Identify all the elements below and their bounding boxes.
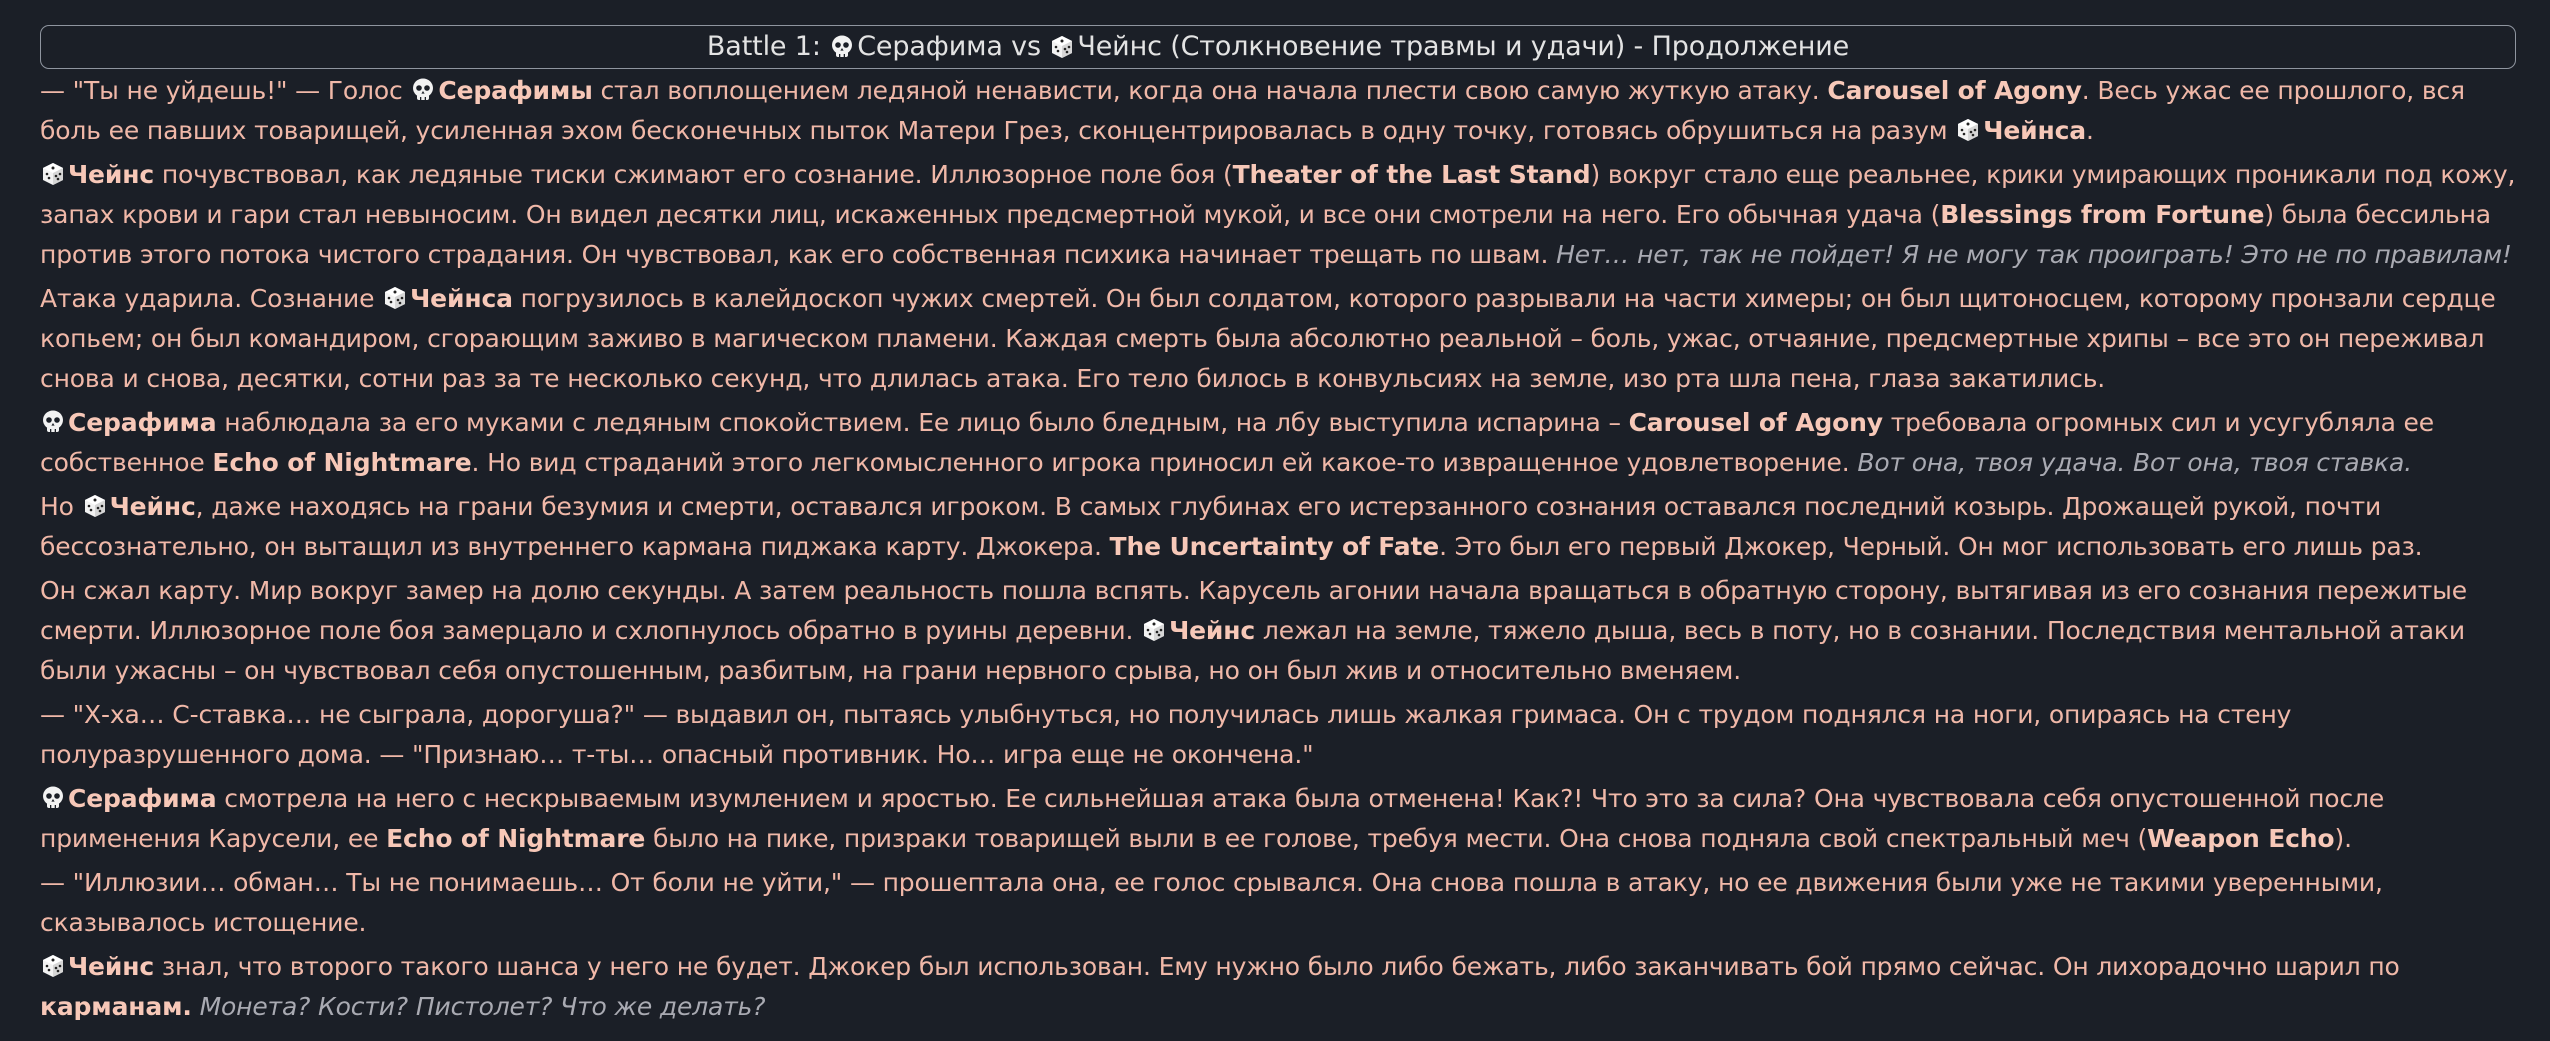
header-name-b: Чейнс — [1077, 31, 1162, 62]
header-title-suffix: (Столкновение травмы и удачи) - Продолжение — [1170, 31, 1850, 62]
bold-term: Echo of Nightmare — [386, 824, 646, 853]
text-run: — "Иллюзии… обман… Ты не понимаешь… От боли не уйти," — прошептала она, ее голос срывался. Она снова пошла в атаку, но ее движения были уже не такими уверенными, сказывалось истощение. — [40, 868, 2383, 937]
skull-icon — [40, 409, 66, 435]
bold-term: Чейнса — [1983, 116, 2087, 145]
bold-term: Carousel of Agony — [1628, 408, 1883, 437]
text-run: ). — [2334, 824, 2352, 853]
story-text — [40, 71, 2520, 1031]
bold-term: Серафима — [68, 408, 217, 437]
story-paragraph — [40, 155, 2520, 275]
dice-icon — [40, 161, 66, 187]
bold-term: Theater of the Last Stand — [1232, 160, 1591, 189]
dice-icon — [1049, 34, 1075, 60]
bold-term: Weapon Echo — [2147, 824, 2335, 853]
story-paragraph — [40, 403, 2520, 483]
story-paragraph — [40, 779, 2520, 859]
text-run: — "Ты не уйдешь!" — Голос — [40, 76, 411, 105]
skull-icon — [410, 77, 436, 103]
story-paragraph — [40, 863, 2520, 943]
header-vs: vs — [1011, 31, 1041, 62]
dice-icon — [382, 285, 408, 311]
text-run: Атака ударила. Сознание — [40, 284, 383, 313]
text-run: требовала огромных сил и усугубляла ее собственное — [40, 408, 2434, 477]
inner-thought: Нет… нет, так не пойдет! Я не могу так проиграть! Это не по правилам! — [1556, 240, 2512, 269]
bold-term: Чейнс — [68, 952, 155, 981]
text-run: ) была бессильна против этого потока чистого страдания. Он чувствовал, как его собственная психика начинает трещать по швам. — [40, 200, 2491, 269]
text-run: . Весь ужас ее прошлого, вся боль ее павших товарищей, усиленная эхом бесконечных пыток Матери Грез, сконцентрировалась в одну точку, готовясь обрушиться на разум — [40, 76, 2465, 145]
text-run: Но — [40, 492, 82, 521]
story-paragraph — [40, 695, 2520, 775]
bold-term: Чейнс — [68, 160, 155, 189]
text-run: наблюдала за его муками с ледяным спокойствием. Ее лицо было бледным, на лбу выступила испарина – — [216, 408, 1629, 437]
dice-icon — [1141, 617, 1167, 643]
skull-icon — [40, 785, 66, 811]
bold-term: The Uncertainty of Fate — [1109, 532, 1440, 561]
bold-term: карманам. — [40, 992, 192, 1021]
bold-term: Серафима — [68, 784, 217, 813]
bold-term: Чейнса — [410, 284, 513, 313]
story-paragraph — [40, 279, 2520, 399]
text-run: почувствовал, как ледяные тиски сжимают его сознание. Иллюзорное поле боя ( — [154, 160, 1233, 189]
bold-term: Чейнс — [109, 492, 196, 521]
text-run: ) вокруг стало еще реальнее, крики умирающих проникали под кожу, запах крови и гари стал невыносим. Он видел десятки лиц, искаженных предсмертной мукой, и все они смотрели на него. Его обычная удача ( — [40, 160, 2516, 229]
text-run: погрузилось в калейдоскоп чужих смертей. Он был солдатом, которого разрывали на части химеры; он был щитоносцем, которому пронзали сердце копьем; он был командиром, сгорающим заживо в магическом пламени. Каждая смерть была абсолютно реальной – боль, ужас, отчаяние, предсмертные хрипы – все это он переживал снова и снова, десятки, сотни раз за те несколько секунд, что длилась атака. Его тело билось в конвульсиях на земле, изо рта шла пена, глаза закатились. — [40, 284, 2496, 393]
bold-term: Carousel of Agony — [1827, 76, 2082, 105]
text-run: было на пике, призраки товарищей выли в ее голове, требуя мести. Она снова подняла свой спектральный меч ( — [645, 824, 2148, 853]
battle-header — [40, 25, 2516, 69]
text-run: . Но вид страданий этого легкомысленного игрока приносил ей какое-то извращенное удовлетворение. — [471, 448, 1858, 477]
text-run: . Это был его первый Джокер, Черный. Он мог использовать его лишь раз. — [1439, 532, 2423, 561]
inner-thought: Вот она, твоя удача. Вот она, твоя ставка. — [1857, 448, 2412, 477]
text-run: Он сжал карту. Мир вокруг замер на долю секунды. А затем реальность пошла вспять. Карусель агонии начала вращаться в обратную сторону, вытягивая из его сознания пережитые смерти. Иллюзорное поле боя замерцало и схлопнулось обратно в руины деревни. — [40, 576, 2467, 645]
dice-icon — [82, 493, 108, 519]
skull-icon — [829, 34, 855, 60]
text-run — [192, 992, 200, 1021]
story-paragraph — [40, 947, 2520, 1027]
story-paragraph — [40, 71, 2520, 151]
bold-term: Blessings from Fortune — [1940, 200, 2265, 229]
text-run: знал, что второго такого шанса у него не будет. Джокер был использован. Ему нужно было либо бежать, либо заканчивать бой прямо сейчас. Он лихорадочно шарил по — [154, 952, 2400, 981]
header-name-a: Серафима — [857, 31, 1003, 62]
text-run: стал воплощением ледяной ненависти, когда она начала плести свою самую жуткую атаку. — [592, 76, 1828, 105]
story-paragraph — [40, 571, 2520, 691]
text-run: . — [2086, 116, 2094, 145]
story-paragraph — [40, 487, 2520, 567]
text-run: лежал на земле, тяжело дыша, весь в поту, но в сознании. Последствия ментальной атаки были ужасны – он чувствовал себя опустошенным, разбитым, на грани нервного срыва, но он был жив и относительно вменяем. — [40, 616, 2465, 685]
bold-term: Серафимы — [438, 76, 593, 105]
bold-term: Echo of Nightmare — [212, 448, 472, 477]
header-title-prefix: Battle 1: — [706, 31, 821, 62]
dice-icon — [40, 953, 66, 979]
text-run: смотрела на него с нескрываемым изумлением и яростью. Ее сильнейшая атака была отменена! Как?! Что это за сила? Она чувствовала себя опустошенной после применения Карусели, ее — [40, 784, 2385, 853]
text-run: , даже находясь на грани безумия и смерти, оставался игроком. В самых глубинах его истерзанного сознания оставался последний козырь. Дрожащей рукой, почти бессознательно, он вытащил из внутреннего кармана пиджака карту. Джокера. — [40, 492, 2382, 561]
text-run: — "Х-ха… С-ставка… не сыграла, дорогуша?" — выдавил он, пытаясь улыбнуться, но получилась лишь жалкая гримаса. Он с трудом поднялся на ноги, опираясь на стену полуразрушенного дома. — "Признаю… т-ты… опасный противник. Но… игра еще не окончена." — [40, 700, 2292, 769]
inner-thought: Монета? Кости? Пистолет? Что же делать? — [199, 992, 766, 1021]
bold-term: Чейнс — [1169, 616, 1256, 645]
previous-content-sliver — [0, 0, 2550, 10]
dice-icon — [1955, 117, 1981, 143]
